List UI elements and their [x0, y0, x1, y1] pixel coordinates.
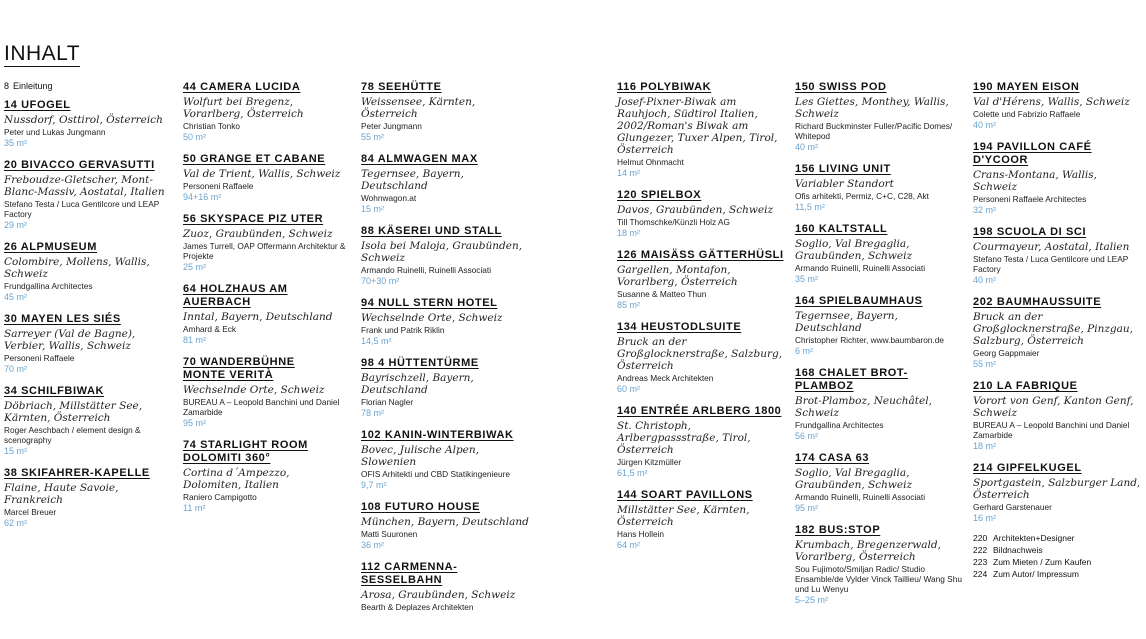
entry-heading[interactable] [361, 501, 531, 514]
entry-page-number: 38 [4, 467, 18, 479]
toc-entry[interactable] [361, 357, 531, 419]
entry-page-number: 202 [973, 296, 994, 308]
entry-page-number: 194 [973, 141, 994, 153]
entry-title: ALMWAGEN MAX [377, 153, 478, 165]
toc-column-5 [795, 81, 965, 616]
toc-entry[interactable] [617, 405, 789, 479]
entry-heading[interactable] [795, 163, 965, 176]
entry-heading[interactable] [183, 153, 351, 166]
entry-heading[interactable] [361, 297, 531, 310]
entry-title: ENTRÉE ARLBERG 1800 [640, 405, 782, 417]
entry-area: 95 m² [795, 503, 819, 513]
toc-appendix [973, 532, 1143, 580]
entry-title-line-2: DOLOMITI 360° [183, 452, 271, 464]
appendix-page-number: 223 [973, 557, 988, 567]
entry-heading[interactable] [4, 241, 174, 254]
toc-entry[interactable] [795, 524, 965, 606]
entry-area: 18 m² [617, 228, 641, 238]
entry-page-number: 156 [795, 163, 816, 175]
entry-architects: Amhard & Eck [183, 324, 237, 334]
entry-area: 70+30 m² [361, 276, 400, 286]
entry-heading[interactable] [361, 225, 531, 238]
entry-heading[interactable] [617, 405, 789, 418]
entry-title: HEUSTODLSUITE [640, 321, 742, 333]
entry-architects: Armando Ruinelli, Ruinelli Associati [361, 265, 492, 275]
toc-column-6 [973, 81, 1143, 580]
entry-title: KÄSEREI UND STALL [378, 225, 502, 237]
entry-location: Tegernsee, Bayern, Deutschland [795, 310, 898, 334]
toc-entry[interactable] [795, 81, 965, 153]
entry-page-number: 182 [795, 524, 816, 536]
entry-page-number: 210 [973, 380, 994, 392]
entry-area: 56 m² [795, 431, 819, 441]
entry-architects: Sou Fujimoto/Smiljan Radic/ Studio Ensamble/de Vylder Vinck Taillieu/ Wang Shu und Lu Wenyu [795, 564, 962, 594]
entry-architects: Frank und Patrik Riklin [361, 325, 445, 335]
entry-location: Cortina d´Ampezzo, Dolomiten, Italien [183, 467, 290, 491]
entry-area: 14 m² [617, 168, 641, 178]
toc-entry[interactable] [795, 295, 965, 357]
entry-location: Wechselnde Orte, Schweiz [361, 312, 503, 324]
entry-area: 64 m² [617, 540, 641, 550]
entry-title: LA FABRIQUE [996, 380, 1078, 392]
entry-area: 85 m² [617, 300, 641, 310]
entry-architects: Christopher Richter, www.baumbaron.de [795, 335, 944, 345]
entry-title: CAMERA LUCIDA [200, 81, 301, 93]
entry-title: LIVING UNIT [818, 163, 891, 175]
entry-title: PAVILLON CAFÉ D'YCOOR [973, 141, 1092, 166]
entry-heading[interactable] [973, 226, 1143, 239]
entry-heading[interactable] [183, 283, 351, 309]
entry-page-number: 44 [183, 81, 197, 93]
entry-area: 6 m² [795, 346, 813, 356]
toc-entry[interactable] [361, 297, 531, 347]
entry-title: HOLZHAUS AM AUERBACH [183, 283, 288, 308]
entry-title: POLYBIWAK [640, 81, 712, 93]
toc-column-3 [361, 81, 531, 622]
toc-entry[interactable] [4, 467, 174, 529]
entry-area: 94+16 m² [183, 192, 222, 202]
entry-page-number: 74 [183, 439, 197, 451]
page-title: INHALT [4, 42, 81, 65]
entry-location: Bruck an der Großglocknerstraße, Pinzgau, Salzburg, Österreich [973, 311, 1133, 347]
entry-page-number: 94 [361, 297, 375, 309]
entry-heading[interactable] [183, 439, 351, 465]
entry-location: Davos, Graubünden, Schweiz [617, 204, 773, 216]
toc-entry[interactable] [617, 249, 789, 311]
entry-page-number: 168 [795, 367, 816, 379]
entry-title: NULL STERN HOTEL [378, 297, 498, 309]
entry-location: Crans-Montana, Wallis, Schweiz [973, 169, 1097, 193]
entry-architects: BUREAU A – Leopold Banchini und Daniel Zamarbide [973, 420, 1130, 440]
entry-location: München, Bayern, Deutschland [361, 516, 529, 528]
entry-title: MAYEN LES SIÉS [21, 313, 121, 325]
entry-title: BAUMHAUSSUITE [996, 296, 1102, 308]
entry-heading[interactable] [617, 321, 789, 334]
entry-area: 18 m² [973, 441, 997, 451]
entry-area: 15 m² [4, 446, 28, 456]
entry-architects: Gerhard Garstenauer [973, 502, 1052, 512]
entry-location: Variabler Standort [795, 178, 894, 190]
entry-heading[interactable] [973, 141, 1143, 167]
entry-page-number: 112 [361, 561, 381, 573]
toc-entry[interactable] [973, 81, 1143, 131]
entry-location: Zuoz, Graubünden, Schweiz [183, 228, 333, 240]
toc-entry[interactable] [183, 356, 351, 429]
toc-entry[interactable] [973, 296, 1143, 370]
appendix-item[interactable] [973, 544, 1143, 556]
entry-location: Les Giettes, Monthey, Wallis, Schweiz [795, 96, 949, 120]
entry-location: Krumbach, Bregenzerwald, Vorarlberg, Österreich [795, 539, 941, 563]
entry-title: 4 HÜTTENTÜRME [378, 357, 479, 369]
toc-column-1 [4, 81, 174, 539]
entry-heading[interactable] [4, 467, 174, 480]
entry-architects: Jürgen Kitzmüller [617, 457, 682, 467]
entry-page-number: 126 [617, 249, 638, 261]
toc-entry[interactable] [795, 223, 965, 285]
entry-page-number: 134 [617, 321, 638, 333]
entry-location: Isola bei Maloja, Graubünden, Schweiz [361, 240, 523, 264]
entry-architects: Susanne & Matteo Thun [617, 289, 707, 299]
entry-heading[interactable] [183, 213, 351, 226]
entry-area: 5–25 m² [795, 595, 829, 605]
entry-title: CARMENNA-SESSELBAHN [361, 561, 458, 586]
toc-entry[interactable] [795, 367, 965, 442]
entry-architects: Florian Nagler [361, 397, 414, 407]
entry-area: 95 m² [183, 418, 207, 428]
entry-location: Inntal, Bayern, Deutschland [183, 311, 333, 323]
entry-title: KALTSTALL [818, 223, 888, 235]
intro-page-number: 8 [4, 81, 10, 91]
entry-title: SOART PAVILLONS [640, 489, 753, 501]
entry-architects: Colette und Fabrizio Raffaele [973, 109, 1081, 119]
entry-area: 32 m² [973, 205, 997, 215]
toc-entry[interactable] [4, 385, 174, 457]
entry-page-number: 164 [795, 295, 816, 307]
entry-page-number: 198 [973, 226, 994, 238]
entry-heading[interactable] [361, 81, 531, 94]
entry-area: 25 m² [183, 262, 207, 272]
toc-entry[interactable] [795, 452, 965, 514]
entry-architects: Christian Tonko [183, 121, 241, 131]
entry-area: 35 m² [795, 274, 819, 284]
entry-title: UFOGEL [21, 99, 71, 111]
entry-page-number: 56 [183, 213, 197, 225]
entry-location: Bovec, Julische Alpen, Slowenien [361, 444, 479, 468]
entry-location: Colombire, Mollens, Wallis, Schweiz [4, 256, 150, 280]
entry-title: FUTURO HOUSE [384, 501, 481, 513]
entry-architects: OFIS Arhitekti und CBD Statikingenieure [361, 469, 510, 479]
toc-entry[interactable] [183, 213, 351, 273]
appendix-page-number: 222 [973, 545, 988, 555]
intro-label: Einleitung [13, 81, 53, 91]
entry-architects: Marcel Breuer [4, 507, 57, 517]
entry-location: Vorort von Genf, Kanton Genf, Schweiz [973, 395, 1134, 419]
entry-area: 60 m² [617, 384, 641, 394]
entry-title: MAISÄSS GÄTTERHÜSLI [640, 249, 784, 261]
entry-title: KANIN-WINTERBIWAK [384, 429, 514, 441]
entry-page-number: 144 [617, 489, 638, 501]
entry-location: Freboudze-Gletscher, Mont-Blanc-Massiv, Aostatal, Italien [4, 174, 165, 198]
entry-heading[interactable] [617, 189, 789, 202]
entry-architects: Bearth & Deplazes Architekten [361, 602, 474, 612]
entry-architects: Personeni Raffaele [4, 353, 75, 363]
appendix-page-number: 220 [973, 533, 988, 543]
entry-architects: Frundgallina Architectes [795, 420, 884, 430]
entry-location: Bruck an der Großglocknerstraße, Salzburg, Österreich [617, 336, 783, 372]
entry-page-number: 116 [617, 81, 637, 93]
entry-page-number: 34 [4, 385, 18, 397]
appendix-page-number: 224 [973, 569, 988, 579]
toc-entry[interactable] [361, 429, 531, 491]
entry-area: 11,5 m² [795, 202, 825, 212]
appendix-label: Architekten+Designer [993, 533, 1075, 543]
entry-title: SPIELBOX [640, 189, 702, 201]
entry-title: CASA 63 [818, 452, 870, 464]
entry-location: Brot-Plamboz, Neuchâtel, Schweiz [795, 395, 932, 419]
toc-entry[interactable] [361, 501, 531, 551]
entry-page-number: 20 [4, 159, 18, 171]
entry-architects: Stefano Testa / Luca Gentilcore und LEAP Factory [973, 254, 1129, 274]
entry-location: Bayrischzell, Bayern, Deutschland [361, 372, 474, 396]
entry-page-number: 70 [183, 356, 197, 368]
entry-area: 14,5 m² [361, 336, 392, 346]
entry-title: SEEHÜTTE [378, 81, 442, 93]
entry-area: 55 m² [361, 132, 385, 142]
entry-area: 11 m² [183, 503, 206, 513]
entry-page-number: 26 [4, 241, 18, 253]
toc-entry[interactable] [795, 163, 965, 213]
entry-area: 55 m² [973, 359, 997, 369]
entry-page-number: 14 [4, 99, 18, 111]
entry-architects: Personeni Raffaele [183, 181, 254, 191]
entry-heading[interactable] [4, 385, 174, 398]
entry-page-number: 174 [795, 452, 816, 464]
entry-architects: BUREAU A – Leopold Banchini und Daniel Zamarbide [183, 397, 340, 417]
entry-heading[interactable] [4, 159, 174, 172]
toc-entry[interactable] [4, 241, 174, 303]
entry-location: Millstätter See, Kärnten, Österreich [617, 504, 750, 528]
entry-page-number: 150 [795, 81, 816, 93]
entry-area: 81 m² [183, 335, 207, 345]
toc-entry[interactable] [361, 561, 531, 612]
entry-location: Döbriach, Millstätter See, Kärnten, Österreich [4, 400, 143, 424]
entry-architects: Georg Gappmaier [973, 348, 1040, 358]
entry-title: BIVACCO GERVASUTTI [21, 159, 155, 171]
entry-architects: Andreas Meck Architekten [617, 373, 714, 383]
entry-heading[interactable] [617, 489, 789, 502]
entry-title: SKIFAHRER-KAPELLE [21, 467, 150, 479]
entry-page-number: 30 [4, 313, 18, 325]
toc-entry[interactable] [4, 159, 174, 231]
entry-area: 45 m² [4, 292, 28, 302]
entry-heading[interactable] [795, 223, 965, 236]
entry-architects: Till Thomschke/Künzli Holz AG [617, 217, 730, 227]
entry-page-number: 88 [361, 225, 375, 237]
entry-architects: Raniero Campigotto [183, 492, 257, 502]
toc-entry[interactable] [183, 81, 351, 143]
entry-page-number: 108 [361, 501, 382, 513]
entry-architects: Roger Aeschbach / element design & scenography [4, 425, 141, 445]
toc-entry[interactable] [361, 153, 531, 215]
entry-architects: Personeni Raffaele Architectes [973, 194, 1087, 204]
entry-location: St. Christoph, Arlbergpassstraße, Tirol, Österreich [617, 420, 751, 456]
entry-heading[interactable] [795, 81, 965, 94]
entry-title: GRANGE ET CABANE [200, 153, 326, 165]
entry-heading[interactable] [361, 429, 531, 442]
toc-column-4 [617, 81, 789, 561]
entry-architects: Matti Suuronen [361, 529, 418, 539]
entry-architects: Helmut Ohnmacht [617, 157, 684, 167]
entry-architects: Frundgallina Architectes [4, 281, 93, 291]
toc-entry[interactable] [361, 225, 531, 287]
entry-title: SWISS POD [818, 81, 887, 93]
entry-title: SCUOLA DI SCI [996, 226, 1087, 238]
entry-title: SPIELBAUMHAUS [818, 295, 923, 307]
toc-entry[interactable] [361, 81, 531, 143]
entry-location: Weissensee, Kärnten, Österreich [361, 96, 476, 120]
entry-title: SCHILFBIWAK [21, 385, 105, 397]
toc-entry[interactable] [183, 439, 351, 514]
toc-entry[interactable] [617, 189, 789, 239]
entry-heading[interactable] [361, 153, 531, 166]
entry-architects: Richard Buckminster Fuller/Pacific Domes/ Whitepod [795, 121, 953, 141]
entry-page-number: 78 [361, 81, 375, 93]
entry-area: 16 m² [973, 513, 997, 523]
entry-area: 70 m² [4, 364, 28, 374]
entry-heading[interactable] [4, 99, 174, 112]
entry-area: 61,5 m² [617, 468, 648, 478]
toc-entry[interactable] [973, 462, 1143, 524]
entry-title: GIPFELKUGEL [996, 462, 1082, 474]
entry-heading[interactable] [183, 81, 351, 94]
appendix-label: Bildnachweis [993, 545, 1043, 555]
entry-title: WANDERBÜHNE [200, 356, 295, 368]
entry-heading[interactable] [795, 452, 965, 465]
entry-location: Sarreyer (Val de Bagne), Verbier, Wallis, Schweiz [4, 328, 136, 352]
entry-architects: Peter und Lukas Jungmann [4, 127, 106, 137]
toc-entry[interactable] [183, 153, 351, 203]
toc-entry[interactable] [4, 313, 174, 375]
entry-heading[interactable] [4, 313, 174, 326]
entry-area: 29 m² [4, 220, 28, 230]
entry-location: Wechselnde Orte, Schweiz [183, 384, 325, 396]
entry-area: 62 m² [4, 518, 28, 528]
entry-architects: Stefano Testa / Luca Gentilcore und LEAP Factory [4, 199, 160, 219]
entry-area: 35 m² [4, 138, 28, 148]
entry-heading[interactable] [973, 296, 1143, 309]
appendix-item[interactable] [973, 568, 1143, 580]
entry-location: Josef-Pixner-Biwak am Rauhjoch, Südtirol Italien, 2002/Roman's Biwak am Glungezer, Tuxer Alpen, Tirol, Österreich [617, 96, 778, 156]
entry-location: Nussdorf, Osttirol, Österreich [4, 114, 163, 126]
entry-page-number: 140 [617, 405, 638, 417]
entry-architects: Hans Hollein [617, 529, 665, 539]
entry-architects: Armando Ruinelli, Ruinelli Associati [795, 492, 926, 502]
entry-page-number: 98 [361, 357, 375, 369]
entry-heading[interactable] [795, 524, 965, 537]
entry-location: Courmayeur, Aostatal, Italien [973, 241, 1130, 253]
entry-page-number: 214 [973, 462, 994, 474]
entry-page-number: 84 [361, 153, 375, 165]
entry-location: Tegernsee, Bayern, Deutschland [361, 168, 464, 192]
entry-area: 50 m² [183, 132, 207, 142]
toc-entry[interactable] [4, 99, 174, 149]
entry-location: Wolfurt bei Bregenz, Vorarlberg, Österreich [183, 96, 304, 120]
entry-heading[interactable] [795, 295, 965, 308]
toc-entry[interactable] [617, 321, 789, 395]
entry-area: 36 m² [361, 540, 385, 550]
entry-title: BUS:STOP [818, 524, 881, 536]
entry-heading[interactable] [617, 81, 789, 94]
toc-entry[interactable] [183, 283, 351, 346]
entry-page-number: 120 [617, 189, 638, 201]
entry-architects: Ofis arhitekti, Permiz, C+C, C28, Akt [795, 191, 929, 201]
entry-heading[interactable] [361, 357, 531, 370]
entry-area: 9,7 m² [361, 480, 387, 490]
entry-heading[interactable] [973, 380, 1143, 393]
entry-title-line-2: MONTE VERITÀ [183, 369, 274, 381]
toc-column-2 [183, 81, 351, 524]
entry-heading[interactable] [973, 81, 1143, 94]
toc-entry[interactable] [973, 141, 1143, 216]
appendix-item[interactable] [973, 532, 1143, 544]
entry-heading[interactable] [183, 356, 351, 382]
entry-location: Sportgastein, Salzburger Land, Österreich [973, 477, 1141, 501]
appendix-label: Zum Mieten / Zum Kaufen [993, 557, 1092, 567]
toc-entry[interactable] [617, 81, 789, 179]
appendix-item[interactable] [973, 556, 1143, 568]
entry-page-number: 64 [183, 283, 197, 295]
entry-location: Flaine, Haute Savoie, Frankreich [4, 482, 119, 506]
entry-location: Arosa, Graubünden, Schweiz [361, 589, 516, 601]
toc-entry[interactable] [973, 380, 1143, 452]
entry-title: CHALET BROT-PLAMBOZ [795, 367, 908, 392]
entry-architects: Wohnwagon.at [361, 193, 417, 203]
entry-title: STARLIGHT ROOM [200, 439, 308, 451]
entry-page-number: 102 [361, 429, 382, 441]
entry-heading[interactable] [973, 462, 1143, 475]
entry-page-number: 50 [183, 153, 197, 165]
toc-intro[interactable] [4, 81, 174, 92]
entry-area: 78 m² [361, 408, 385, 418]
entry-architects: James Turrell, OAP Offermann Architektur & Projekte [183, 241, 346, 261]
entry-area: 40 m² [795, 142, 819, 152]
entry-heading[interactable] [795, 367, 965, 393]
entry-heading[interactable] [617, 249, 789, 262]
entry-title: SKYSPACE PIZ UTER [200, 213, 324, 225]
entry-location: Val d'Hérens, Wallis, Schweiz [973, 96, 1130, 108]
toc-entry[interactable] [973, 226, 1143, 286]
entry-area: 15 m² [361, 204, 385, 214]
entry-architects: Peter Jungmann [361, 121, 422, 131]
entry-area: 40 m² [973, 120, 997, 130]
entry-title: ALPMUSEUM [20, 241, 97, 253]
entry-location: Val de Trient, Wallis, Schweiz [183, 168, 341, 180]
entry-location: Gargellen, Montafon, Vorarlberg, Österreich [617, 264, 738, 288]
entry-architects: Armando Ruinelli, Ruinelli Associati [795, 263, 926, 273]
entry-title: MAYEN EISON [996, 81, 1080, 93]
toc-entry[interactable] [617, 489, 789, 551]
entry-page-number: 190 [973, 81, 994, 93]
appendix-label: Zum Autor/ Impressum [993, 569, 1079, 579]
entry-page-number: 160 [795, 223, 816, 235]
entry-heading[interactable] [361, 561, 531, 587]
entry-area: 40 m² [973, 275, 997, 285]
entry-location: Soglio, Val Bregaglia, Graubünden, Schweiz [795, 467, 912, 491]
entry-location: Soglio, Val Bregaglia, Graubünden, Schweiz [795, 238, 912, 262]
